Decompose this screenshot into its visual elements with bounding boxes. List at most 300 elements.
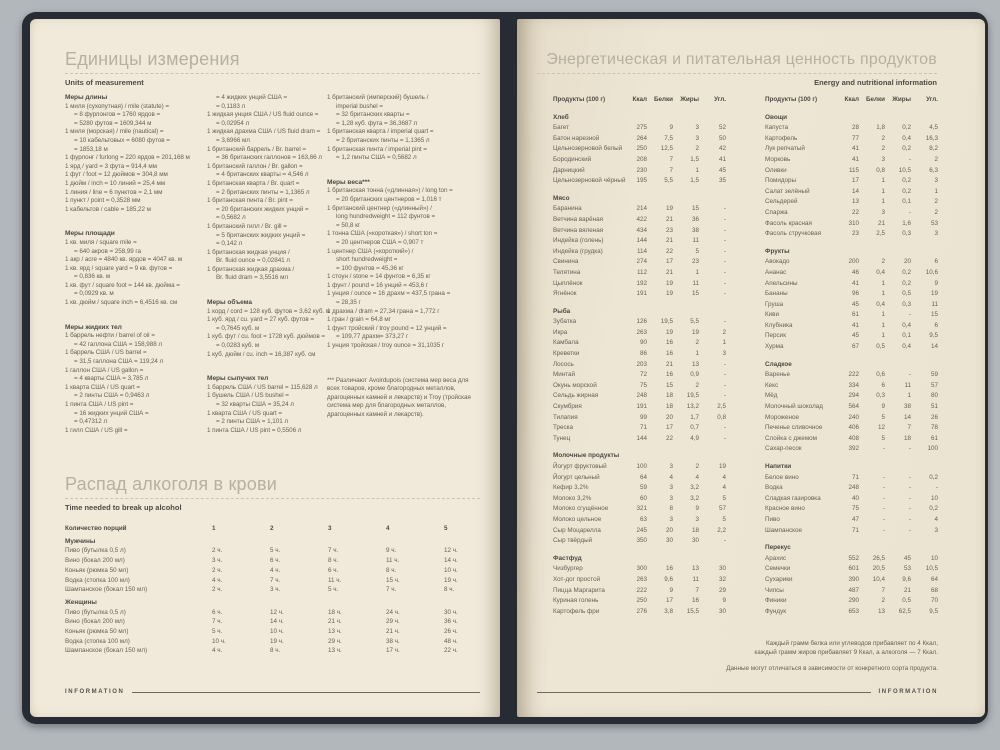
units-line: = 2 пинты США = 0,9463 л [74, 392, 150, 400]
food-name: Водка [765, 484, 783, 492]
food-section-heading: Рыба [553, 307, 571, 315]
food-value: 0,2 [902, 279, 911, 287]
food-value: 5 [881, 413, 885, 421]
food-value: 64 [930, 575, 938, 583]
food-value: 1 [881, 311, 885, 319]
hours-value: 21 ч. [386, 628, 400, 636]
food-name: Красное вино [765, 505, 805, 513]
food-value: - [723, 381, 726, 389]
food-row [553, 462, 726, 473]
food-name: Хот-дог простой [553, 575, 601, 583]
food-name: Сыр Моцарелла [553, 526, 601, 534]
food-value: 290 [848, 597, 859, 605]
food-name: Багет [553, 124, 569, 132]
food-value: 90 [639, 339, 647, 347]
food-value: 61 [851, 311, 859, 319]
food-name: Чипсы [765, 586, 784, 594]
food-value: 1 [695, 350, 699, 358]
food-value: 28 [851, 124, 859, 132]
hours-value: 7 ч. [328, 547, 339, 555]
food-value: 18 [691, 526, 699, 534]
food-value: Ккал [844, 96, 859, 103]
food-value: 20,5 [872, 565, 885, 573]
food-value: - [882, 445, 885, 453]
food-value: 564 [848, 403, 859, 411]
units-line: = 32 британских кварты = [336, 111, 410, 119]
food-value: 2 [881, 145, 885, 153]
food-value: 77 [851, 134, 859, 142]
food-value: 15 [691, 205, 699, 213]
drink-label: Пиво (бутылка 0,5 л) [65, 608, 126, 616]
food-row [765, 342, 938, 353]
food-value: 13 [691, 565, 699, 573]
food-value: 17 [665, 597, 673, 605]
units-line: 1 ярд / yard = 3 фута = 914,4 мм [65, 162, 157, 170]
food-value: 15 [930, 311, 938, 319]
food-value: - [908, 473, 911, 481]
units-line: = 109,77 драхм= 373,27 г [336, 333, 409, 341]
food-name: Слойка с джемом [765, 434, 817, 442]
food-value: 32 [718, 575, 726, 583]
food-value: - [723, 434, 726, 442]
drink-label: Коньяк (рюмка 50 мл) [65, 566, 129, 574]
units-line: = 0,142 л [216, 240, 243, 248]
food-name: Арахис [765, 554, 787, 562]
food-value: 4 [934, 515, 938, 523]
food-value: 8 [669, 505, 673, 513]
food-row [553, 176, 726, 187]
food-value: 21 [665, 237, 673, 245]
units-line: = 2 пинты США = 1,101 л [216, 418, 288, 426]
food-table-left [553, 95, 726, 617]
food-name: Фасоль красная [765, 219, 812, 227]
food-row [765, 279, 938, 290]
food-value: 52 [718, 124, 726, 132]
food-name: Варенье [765, 371, 790, 379]
food-name: Салат зелёный [765, 187, 810, 195]
units-line: 1 британская тонна («длинная») / long ton = [327, 187, 453, 195]
food-value: 2 [695, 145, 699, 153]
footer-label: INFORMATION [878, 689, 938, 695]
food-value: 19 [665, 290, 673, 298]
food-value: 11 [931, 300, 938, 308]
food-value: 45 [718, 166, 726, 174]
food-name: Сельдь жирная [553, 392, 599, 400]
food-row [765, 176, 938, 187]
food-value: 9 [881, 403, 885, 411]
food-value: 26 [930, 413, 938, 421]
food-name: Минтай [553, 371, 576, 379]
food-name: Тунец [553, 434, 571, 442]
food-value: 0,2 [929, 505, 938, 513]
food-name: Капуста [765, 124, 789, 132]
food-row [553, 328, 726, 339]
units-line: 1 куб. ярд / cu. yard = 27 куб. футов = [207, 316, 314, 324]
alcohol-row [65, 546, 480, 556]
food-name: Молочный шоколад [765, 403, 823, 411]
food-name: Сладкая газировка [765, 494, 821, 502]
food-row [765, 473, 938, 484]
food-value: 16 [691, 597, 699, 605]
units-line: = 28,35 г [336, 299, 361, 307]
food-value: 1 [881, 187, 885, 195]
units-line: = 1853,18 м [74, 145, 108, 153]
food-name: Оливки [765, 166, 787, 174]
food-value: 274 [636, 258, 647, 266]
food-value: 0,4 [902, 343, 911, 351]
food-value: 9,5 [929, 332, 938, 340]
food-value: 57 [718, 505, 726, 513]
food-value: 422 [636, 215, 647, 223]
food-value: 4 [722, 484, 726, 492]
hours-value: 36 ч. [444, 618, 458, 626]
food-value: 10,6 [925, 268, 938, 276]
food-row [553, 564, 726, 575]
food-value: 6,3 [929, 166, 938, 174]
food-value: 15,5 [686, 607, 699, 615]
food-value: 61 [930, 434, 938, 442]
food-value: 38 [691, 226, 699, 234]
food-value: 7 [669, 155, 673, 163]
food-value: 1 [934, 187, 938, 195]
units-line: = 2 британских пинты = 1,1365 л [216, 188, 310, 196]
food-value: 71 [851, 473, 859, 481]
food-value: 2 [695, 381, 699, 389]
food-value: - [882, 473, 885, 481]
food-value: 1,5 [690, 155, 699, 163]
food-name: Икра [553, 328, 568, 336]
food-name: Бананы [765, 290, 788, 298]
food-value: - [908, 515, 911, 523]
food-value: 2 [881, 134, 885, 142]
food-value: 41 [851, 321, 859, 329]
units-line: 1 центнер США («короткий») / [327, 247, 414, 255]
food-row [765, 331, 938, 342]
units-line: 1 линия / line = 6 пунктов = 2,1 мм [65, 188, 163, 196]
food-value: 45 [851, 332, 859, 340]
food-value: 3 [669, 494, 673, 502]
units-title: Единицы измерения [65, 49, 240, 69]
food-value: - [882, 526, 885, 534]
food-value: 2 [722, 328, 726, 336]
food-value: 126 [636, 318, 647, 326]
food-value: 552 [848, 554, 859, 562]
hours-value: 11 ч. [328, 576, 342, 584]
food-value: 19 [691, 328, 699, 336]
food-name: Зубатка [553, 318, 577, 326]
units-line: 1 унция / ounce = 16 драхм = 437,5 грана = [327, 290, 451, 298]
food-name: Хурма [765, 343, 784, 351]
food-value: 0,5 [902, 597, 911, 605]
title-divider [65, 73, 480, 74]
food-value: 23 [851, 230, 859, 238]
food-value: 0,4 [876, 300, 885, 308]
food-value: 0,3 [876, 392, 885, 400]
hours-value: 14 ч. [270, 618, 284, 626]
units-line: 1 миля (сухопутная) / mile (statute) = [65, 102, 170, 110]
food-row [553, 596, 726, 607]
food-value: 96 [851, 290, 859, 298]
food-row [553, 473, 726, 484]
food-name: Шампанское [765, 526, 802, 534]
food-row [765, 229, 938, 240]
food-name: Сыр твёрдый [553, 537, 593, 545]
food-value: 100 [927, 445, 938, 453]
food-row [765, 596, 938, 607]
hours-value: 10 ч. [270, 628, 284, 636]
food-value: 112 [636, 268, 647, 276]
food-row [553, 515, 726, 526]
food-row [553, 575, 726, 586]
units-line: 1 фурлонг / furlong = 220 ярдов = 201,168 м [65, 154, 190, 162]
units-header [30, 19, 500, 87]
alcohol-row [65, 576, 480, 586]
food-name: Баранина [553, 205, 582, 213]
units-line: 1 британская пинта / imperial pint = [327, 145, 427, 153]
food-value: 40 [851, 494, 859, 502]
drink-label: Коньяк (рюмка 50 мл) [65, 628, 129, 636]
food-value: 6 [881, 381, 885, 389]
food-name: Цыплёнок [553, 279, 583, 287]
title-divider [537, 73, 937, 74]
hours-value: 6 ч. [270, 557, 281, 565]
units-line: short hundredweight = [336, 256, 398, 264]
food-row [765, 123, 938, 134]
food-value: 21 [665, 360, 673, 368]
food-value: Белки [653, 96, 673, 103]
food-value: 263 [636, 575, 647, 583]
hours-value: 2 ч. [212, 547, 223, 555]
units-line: 1 баррель нефти / barrel of oil = [65, 332, 155, 340]
food-name: Фундук [765, 607, 786, 615]
food-name: Сухарики [765, 575, 793, 583]
food-value: 1,8 [876, 124, 885, 132]
food-value: 30 [718, 565, 726, 573]
food-value: 2 [934, 198, 938, 206]
food-title: Энергетическая и питательная ценность продуктов [546, 51, 937, 68]
hours-value: 7 ч. [386, 586, 397, 594]
food-value: - [908, 494, 911, 502]
food-name: Дарницкий [553, 166, 585, 174]
food-row [765, 370, 938, 381]
units-section-heading: Меры жидких тел [65, 323, 122, 331]
food-name: Индейка (голень) [553, 237, 604, 245]
food-name: Груша [765, 300, 784, 308]
food-row [765, 526, 938, 537]
food-value: 45 [851, 300, 859, 308]
food-value: 2,5 [717, 403, 726, 411]
hours-value: 2 ч. [212, 566, 223, 574]
food-row [765, 300, 938, 311]
food-value: 15 [691, 290, 699, 298]
food-value: - [723, 392, 726, 400]
hours-value: 9 ч. [386, 547, 397, 555]
food-value: 23 [691, 258, 699, 266]
food-value: 0,6 [876, 371, 885, 379]
units-line: 1 фут / foot = 12 дюймов = 304,8 мм [65, 171, 168, 179]
units-line: = 4 жидких унций США = [216, 94, 288, 101]
food-name: Лук репчатый [765, 145, 805, 153]
hours-value: 8 ч. [386, 566, 397, 574]
food-name: Ягнёнок [553, 290, 577, 298]
food-tables [517, 95, 985, 617]
food-value: 45 [903, 554, 911, 562]
food-value: 350 [636, 537, 647, 545]
food-name: Кекс [765, 381, 779, 389]
food-value: 5 [695, 247, 699, 255]
food-row [553, 607, 726, 618]
food-value: - [935, 484, 938, 492]
kcal-note: Каждый грамм белка или углеводов прибавляет по 4 Ккал, каждый грамм жиров прибавляет 9 Ккал, а алкоголя — 7 Ккал. [754, 640, 938, 657]
food-value: 11 [692, 575, 699, 583]
alcohol-group-heading: Женщины [65, 598, 97, 606]
units-line: = 20 центнеров США = 0,907 т [336, 238, 424, 246]
alcohol-row [65, 585, 480, 595]
food-name: Морковь [765, 155, 791, 163]
units-line: = 20 британских жидких унций = [216, 205, 309, 213]
hours-value: 2 ч. [212, 586, 223, 594]
food-value: 0,4 [902, 321, 911, 329]
food-row [765, 483, 938, 494]
units-line: = 20 британских центнеров = 1,016 т [336, 195, 442, 203]
food-name: Семечки [765, 565, 791, 573]
food-value: 70 [930, 597, 938, 605]
food-subtitle: Energy and nutritional information [814, 78, 937, 87]
food-name: Лосось [553, 360, 574, 368]
food-value: 3 [669, 515, 673, 523]
food-value: 0,2 [929, 473, 938, 481]
food-section-heading: Перекус [765, 544, 791, 552]
hours-value: 1 [212, 525, 216, 532]
units-line: = 100 фунтов = 45,36 кг [336, 264, 404, 272]
right-page-footer [537, 689, 938, 695]
food-row [765, 381, 938, 392]
food-name: Продукты (100 г) [553, 96, 606, 103]
food-value: 4,5 [929, 124, 938, 132]
units-line: = 3,6966 мл [216, 136, 250, 144]
food-value: - [723, 205, 726, 213]
food-value: 4 [722, 473, 726, 481]
food-value: 19 [665, 205, 673, 213]
food-value: 1 [881, 332, 885, 340]
units-line: = 4 кварты США = 3,785 л [74, 375, 149, 383]
food-value: 67 [851, 343, 859, 351]
food-notes [726, 639, 938, 674]
food-value: 192 [636, 279, 647, 287]
food-row [765, 144, 938, 155]
footer-line [537, 692, 871, 693]
food-name: Сельдерей [765, 198, 798, 206]
units-line: 1 галлон США / US gallon = [65, 366, 144, 374]
units-line: 1 куб. дюйм / cu. inch = 16,387 куб. см [207, 350, 316, 358]
food-value: 214 [636, 205, 647, 213]
food-value: 7 [669, 166, 673, 174]
food-value: 19 [930, 290, 938, 298]
food-value: 3 [934, 526, 938, 534]
food-value: 5 [722, 494, 726, 502]
food-name: Телятина [553, 268, 581, 276]
drink-label: Водка (стопка 100 мл) [65, 637, 130, 645]
food-value: 12 [877, 424, 885, 432]
food-name: Мёд [765, 392, 778, 400]
food-value: - [723, 318, 726, 326]
food-row [765, 391, 938, 402]
food-value: 18 [665, 392, 673, 400]
food-value: 53 [903, 565, 911, 573]
food-value: 222 [636, 586, 647, 594]
food-name: Печенье сливочное [765, 424, 823, 432]
food-value: 0,2 [902, 145, 911, 153]
units-section-heading: Меры сыпучих тел [207, 375, 269, 383]
food-value: 9,6 [664, 575, 673, 583]
weight-systems-footnote: *** Различают Avoirdupois (система мер веса для всех товаров, кроме благородных металлов, драгоценных камней и лекарств) и Troy (тройская система мер для благородных металлов, драгоценных камней и лекарств). [327, 376, 471, 418]
food-value: 41 [851, 155, 859, 163]
food-value: 3 [669, 463, 673, 470]
food-value: 144 [636, 237, 647, 245]
food-value: 10,5 [925, 565, 938, 573]
food-table-header [765, 95, 938, 106]
food-name: Мороженое [765, 413, 799, 421]
units-line: = 32 кварты США = 35,24 л [216, 401, 294, 408]
food-value: 1 [881, 198, 885, 206]
food-value: - [908, 208, 911, 216]
food-value: 2 [934, 155, 938, 163]
food-row [765, 187, 938, 198]
food-value: 19,5 [686, 392, 699, 400]
food-row [765, 289, 938, 300]
food-value: 2 [934, 208, 938, 216]
food-value: - [723, 424, 726, 432]
units-line: 1 британская жидкая унция / [207, 248, 290, 256]
food-value: 0,2 [902, 268, 911, 276]
food-value: 115 [848, 166, 859, 174]
alcohol-row [65, 637, 480, 647]
food-value: 29 [718, 586, 726, 594]
food-name: Чизбургер [553, 565, 583, 573]
food-value: 41 [718, 155, 726, 163]
food-value: 0,2 [902, 177, 911, 185]
units-subtitle: Units of measurement [65, 78, 144, 87]
units-line: = 42 галлона США = 158,988 л [74, 340, 162, 348]
food-value: 230 [636, 166, 647, 174]
food-value: 99 [639, 413, 647, 421]
title-divider [65, 498, 480, 499]
hours-value: 17 ч. [386, 647, 400, 655]
food-value: 18 [665, 403, 673, 411]
food-row [553, 434, 726, 445]
food-value: 2 [881, 597, 885, 605]
food-value: 275 [636, 124, 647, 132]
food-value: 3 [722, 350, 726, 358]
food-row [553, 166, 726, 177]
food-section-heading: Сладкое [765, 360, 792, 368]
food-row [765, 134, 938, 145]
food-value: 62,5 [898, 607, 911, 615]
units-line: 1 жидкая унция США / US fluid ounce = [207, 111, 319, 119]
food-value: 1 [881, 177, 885, 185]
alcohol-title: Распад алкоголя в крови [65, 474, 277, 494]
units-line: = 10 кабельтовых = 6080 футов = [74, 136, 170, 144]
food-row [765, 155, 938, 166]
units-line: 1 британский галлон / Br. gallon = [207, 162, 303, 170]
food-row [553, 526, 726, 537]
food-value: 80 [930, 392, 938, 400]
hours-value: 4 ч. [270, 566, 281, 574]
units-line: 1 акр / acre = 4840 кв. ярдов = 4047 кв. м [65, 256, 183, 264]
food-value: 240 [848, 413, 859, 421]
units-line: = 5280 футов = 1609,344 м [74, 119, 152, 127]
food-section-heading: Фастфуд [553, 554, 582, 562]
